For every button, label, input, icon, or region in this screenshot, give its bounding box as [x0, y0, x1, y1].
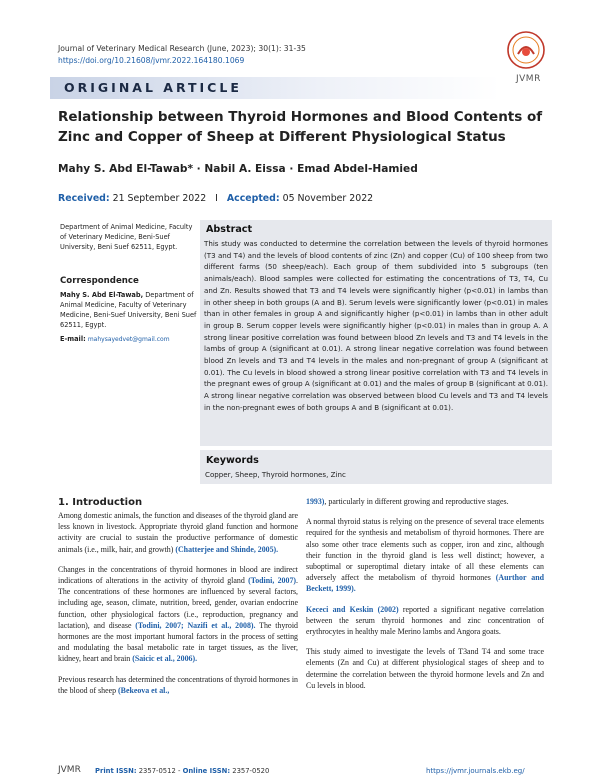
email-label: E-mail:	[60, 335, 86, 343]
affiliation: Department of Animal Medicine, Faculty of Veterinary Medicine, Beni-Suef University, Beni Suef 62511, Egypt.	[60, 223, 193, 251]
text: , particularly in different growing and reproductive stages.	[324, 497, 509, 506]
citation-link[interactable]: (Chatterjee and Shinde, 2005).	[175, 544, 279, 554]
corr-author-name: Mahy S. Abd El-Tawab,	[60, 291, 144, 299]
paper-title: Relationship between Thyroid Hormones and Blood Contents of Zinc and Copper of Sheep at Different Physiological Status	[58, 109, 543, 145]
citation-link[interactable]: 1993)	[306, 497, 325, 506]
corr-address: Department of Animal Medicine, Faculty of Veterinary Medicine, Beni-Suef University, Beni Suef 62511, Egypt.	[60, 291, 197, 329]
text: reported a significant negative correlation between the serum thyroid hormones and zinc concentration of erythrocytes in healthy male Merino lambs and Angora goats.	[306, 604, 544, 637]
keywords-text: Copper, Sheep, Thyroid hormones, Zinc	[205, 470, 346, 479]
citation-link[interactable]: (Aurthor and Beckett, 1999).	[306, 573, 544, 594]
received-date: 21 September 2022	[112, 193, 207, 204]
date-separator: I	[215, 193, 218, 204]
correspondence-text	[60, 290, 198, 330]
paragraph	[58, 564, 298, 665]
citation-link[interactable]: Kececi and Keskin (2002)	[306, 604, 399, 614]
citation-link[interactable]: (Todini, 2007)	[248, 576, 297, 586]
dates-line	[58, 193, 373, 204]
received-label: Received:	[58, 193, 110, 204]
citation-link[interactable]: (Saicic et al., 2006).	[132, 654, 198, 664]
footer-issn	[95, 767, 269, 775]
journal-reference: Journal of Veterinary Medical Research (June, 2023); 30(1): 31-35	[58, 44, 306, 53]
accepted-date: 05 November 2022	[282, 193, 374, 204]
citation-link[interactable]: (Todini, 2007; Nazifi et al., 2008).	[135, 620, 256, 630]
correspondence-heading: Correspondence	[60, 276, 139, 286]
text: A normal thyroid status is relying on the presence of several trace elements required for the synthesis and metabolism of thyroid hormones. There are also some other trace elements such as copper, iron and zinc, although their function in the thyroid gland is less well distinct; however, a suboptimal or superoptimal dietary intake of all these elements can adversely affect the metabolism of thyroid hormones	[306, 517, 544, 583]
issn-dash: -	[175, 767, 183, 775]
doi-link[interactable]: https://doi.org/10.21608/jvmr.2022.164180.1069	[58, 56, 245, 65]
paragraph	[306, 646, 544, 691]
paragraph	[58, 674, 298, 696]
text: Changes in the concentrations of thyroid hormones in blood are indirect indications of alterations in the activity of thyroid gland	[58, 564, 298, 586]
online-issn-label: Online ISSN:	[182, 767, 231, 775]
section-heading-introduction: 1. Introduction	[58, 497, 143, 508]
paragraph	[306, 496, 544, 507]
text: Previous research has determined the concentrations of thyroid hormones in the blood of sheep	[58, 674, 298, 695]
abstract-text: This study was conducted to determine the correlation between the levels of thyroid hormones (T3 and T4) and the levels of blood contents of zinc (Zn) and copper (Cu) of 100 sheep from two different farms (50 sheep/each). Each group of them subdivided into 5 subgroups (ten animals/each). Blood samples were collected for estimating the concentrations of T3, T4, Cu and Zn. Results showed that T3 and T4 levels were significantly higher (p<0.01) in lambs than in other sheep in both groups (A and B). Serum levels were significantly lower (p<0.01) in males than in other females in group A and significantly higher (p<0.01) in lambs than in other adult in group B. Serum copper levels were significantly higher (p<0.01) in males than in group A. A strong linear positive correlation was found between blood Zn levels and T3 and T4 levels in the lambs of group A (significant at 0.01). A strong linear negative correlation was found between blood Zn levels and T3 and T4 levels in the males and non-pregnant of group A (significant at 0.01). The Cu levels in blood showed a strong linear positive correlation with T3 and T4 levels in the pregnant ewes of group A (significant at 0.01) and the males of group B (significant at 0.01). A strong linear negative correlation was observed between blood Cu levels and T3 and T4 levels in the non-pregnant ewes of both groups A and B (significant at 0.01).	[204, 239, 548, 412]
journal-abbrev: JVMR	[516, 74, 541, 84]
email-address[interactable]: mahysayedvet@gmail.com	[87, 336, 170, 343]
accepted-label: Accepted:	[226, 193, 280, 204]
article-type-label: ORIGINAL ARTICLE	[64, 80, 242, 95]
text: . The concentrations of these hormones are influenced by several factors, including age, season, climate, nutrition, breed, gender, ovarian endocrine function, other physiological factors (i.e., reproduction, pregnancy and lactation), and disease	[58, 576, 298, 630]
paragraph	[306, 604, 544, 638]
footer-url[interactable]: https://jvmr.journals.ekb.eg/	[426, 767, 525, 775]
abstract-heading: Abstract	[206, 224, 253, 235]
email-line	[60, 335, 170, 343]
journal-logo-icon	[506, 30, 546, 70]
print-issn: 2357-0512	[138, 767, 176, 775]
text: This study aimed to investigate the levels of T3and T4 and some trace elements (Zn and Cu) at different physiological stages of sheep and to determine the correlation between the thyroid hormone levels and Zn and Cu levels in blood.	[306, 647, 544, 690]
paragraph	[58, 510, 298, 555]
online-issn: 2357-0520	[232, 767, 270, 775]
citation-link[interactable]: (Bekeova et al.,	[118, 685, 170, 695]
keywords-heading: Keywords	[206, 455, 259, 466]
paragraph	[306, 516, 544, 594]
body-column-right	[306, 496, 544, 700]
print-issn-label: Print ISSN:	[95, 767, 137, 775]
author-list: Mahy S. Abd El-Tawab* · Nabil A. Eissa · Emad Abdel-Hamied	[58, 163, 418, 175]
footer-journal: JVMR	[58, 765, 81, 775]
text: Among domestic animals, the function and diseases of the thyroid gland are less known in livestock. Appropriate thyroid gland function and hormone activity are crucial to sustain the productive performance of domestic animals (i.e., milk, hair, and growth)	[58, 511, 298, 554]
text: The thyroid hormones are the most important humoral factors in the process of setting and modulating the basal metabolic rate in target tissues, as the liver, kidney, heart and brain	[58, 620, 298, 664]
body-column-left	[58, 510, 298, 705]
